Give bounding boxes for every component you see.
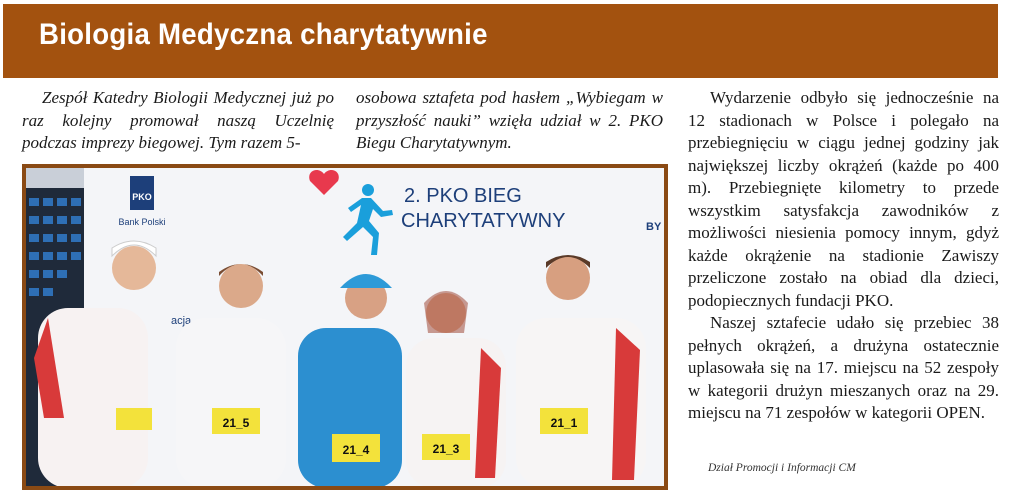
article-paragraph-1: Wydarzenie odbyło się jednocześnie na 12 stadionach w Polsce i polegało na przebiegnięciu w ciągu jednej godziny jak największej liczby okrążeń (każde po 400 m). Przebiegnięte kilometry to przede wszystkim satysfakcja zawodników z możliwości niesienia pomocy innym, gdyż każde okrążenie na stadionie Zawiszy przeliczone zostało na obiad dla dzieci, podopiecznych fundacji PKO. — [688, 88, 999, 310]
bib-number-4: 21_1 — [550, 416, 578, 430]
banner-side-text: acja — [171, 315, 192, 327]
article-body — [688, 87, 999, 425]
bank-name: Bank Polski — [118, 217, 166, 227]
article-credit: Dział Promocji i Informacji CM — [708, 462, 856, 474]
bib-number-2: 21_4 — [342, 443, 370, 457]
banner-title-line1: 2. PKO BIEG — [404, 185, 522, 207]
svg-text:PKO: PKO — [132, 192, 152, 202]
team-photo — [22, 164, 668, 490]
bib-number-3: 21_3 — [432, 442, 460, 456]
article-paragraph-2: Naszej sztafecie udało się przebiec 38 pełnych okrążeń, a drużyna ostatecznie uplasowała się na 17. miejscu na 52 zespoły w kategorii drużyn mieszanych oraz na 29. miejscu na 71 zespołów w kategorii OPEN. — [688, 313, 999, 422]
article-title: Biologia Medyczna charytatywnie — [39, 18, 488, 51]
article-intro-continued: osobowa sztafeta pod hasłem „Wybiegam w przyszłość nauki” wzięła udział w 2. PKO Biegu Charytatywnym. — [356, 88, 663, 152]
bib-number-1: 21_5 — [222, 416, 250, 430]
article-intro: Zespół Katedry Biologii Medycznej już po raz kolejny promował naszą Uczelnię podczas imprezy biegowej. Tym razem 5- — [22, 88, 334, 152]
article-header — [3, 4, 998, 78]
banner-title-line2: CHARYTATYWNY — [401, 210, 566, 232]
banner-edge-text: BY — [646, 221, 662, 233]
team-photo-image — [26, 168, 664, 486]
